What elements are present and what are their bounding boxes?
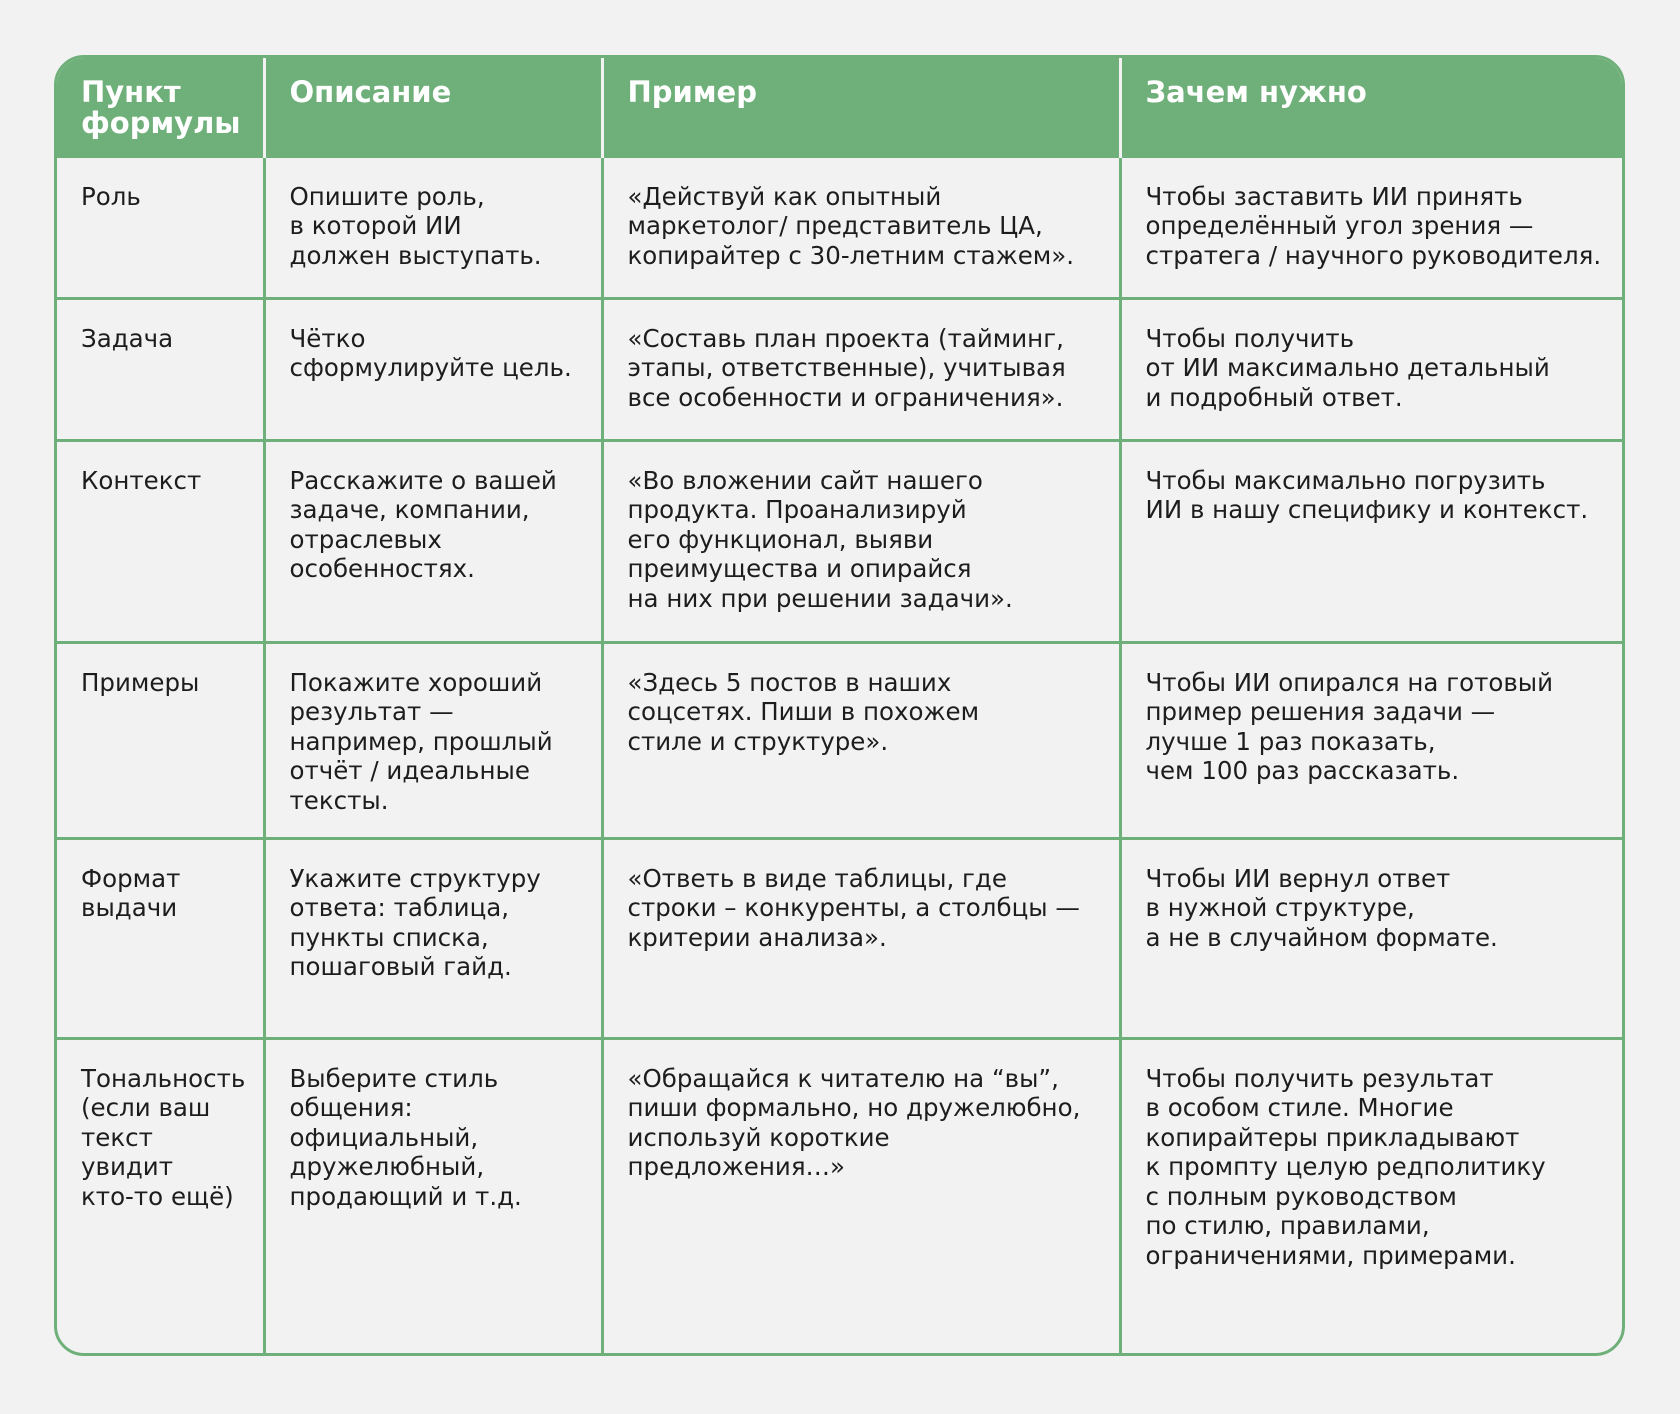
- cell-description: Чётко сформулируйте цель.: [264, 298, 602, 440]
- cell-example: «Составь план проекта (тайминг, этапы, ответственные), учитывая все особенности и ограничения».: [602, 298, 1120, 440]
- cell-purpose: Чтобы заставить ИИ принять определённый угол зрения — стратега / научного руководителя.: [1120, 156, 1625, 298]
- cell-purpose: Чтобы максимально погрузить ИИ в нашу специфику и контекст.: [1120, 440, 1625, 642]
- cell-item: Формат выдачи: [57, 838, 264, 1038]
- cell-item: Роль: [57, 156, 264, 298]
- cell-item: Тональность (если ваш текст увидит кто-то ещё): [57, 1038, 264, 1353]
- table-row: [57, 1038, 1625, 1353]
- cell-item: Задача: [57, 298, 264, 440]
- header-purpose: Зачем нужно: [1120, 58, 1625, 156]
- table-row: [57, 838, 1625, 1038]
- cell-example: «Действуй как опытный маркетолог/ представитель ЦА, копирайтер с 30-летним стажем».: [602, 156, 1120, 298]
- cell-item: Примеры: [57, 642, 264, 838]
- table-row: [57, 298, 1625, 440]
- table-row: [57, 642, 1625, 838]
- prompt-formula-table-card: [54, 55, 1625, 1356]
- cell-item: Контекст: [57, 440, 264, 642]
- cell-purpose: Чтобы получить от ИИ максимально детальный и подробный ответ.: [1120, 298, 1625, 440]
- cell-purpose: Чтобы получить результат в особом стиле. Многие копирайтеры прикладывают к промпту целую редполитику с полным руководством по стилю, правилами, ограничениями, примерами.: [1120, 1038, 1625, 1353]
- cell-example: «Обращайся к читателю на “вы”, пиши формально, но дружелюбно, используй короткие предложения…»: [602, 1038, 1120, 1353]
- cell-example: «Ответь в виде таблицы, где строки – конкуренты, а столбцы — критерии анализа».: [602, 838, 1120, 1038]
- cell-purpose: Чтобы ИИ опирался на готовый пример решения задачи — лучше 1 раз показать, чем 100 раз рассказать.: [1120, 642, 1625, 838]
- cell-description: Выберите стиль общения: официальный, дружелюбный, продающий и т.д.: [264, 1038, 602, 1353]
- cell-description: Укажите структуру ответа: таблица, пункты списка, пошаговый гайд.: [264, 838, 602, 1038]
- header-item: Пункт формулы: [57, 58, 264, 156]
- header-example: Пример: [602, 58, 1120, 156]
- cell-description: Опишите роль, в которой ИИ должен выступать.: [264, 156, 602, 298]
- cell-purpose: Чтобы ИИ вернул ответ в нужной структуре, а не в случайном формате.: [1120, 838, 1625, 1038]
- cell-example: «Во вложении сайт нашего продукта. Проанализируй его функционал, выяви преимущества и опирайся на них при решении задачи».: [602, 440, 1120, 642]
- prompt-formula-table: [57, 58, 1625, 1353]
- cell-example: «Здесь 5 постов в наших соцсетях. Пиши в похожем стиле и структуре».: [602, 642, 1120, 838]
- header-description: Описание: [264, 58, 602, 156]
- table-row: [57, 440, 1625, 642]
- table-row: [57, 156, 1625, 298]
- cell-description: Расскажите о вашей задаче, компании, отраслевых особенностях.: [264, 440, 602, 642]
- cell-description: Покажите хороший результат — например, прошлый отчёт / идеальные тексты.: [264, 642, 602, 838]
- table-header-row: [57, 58, 1625, 156]
